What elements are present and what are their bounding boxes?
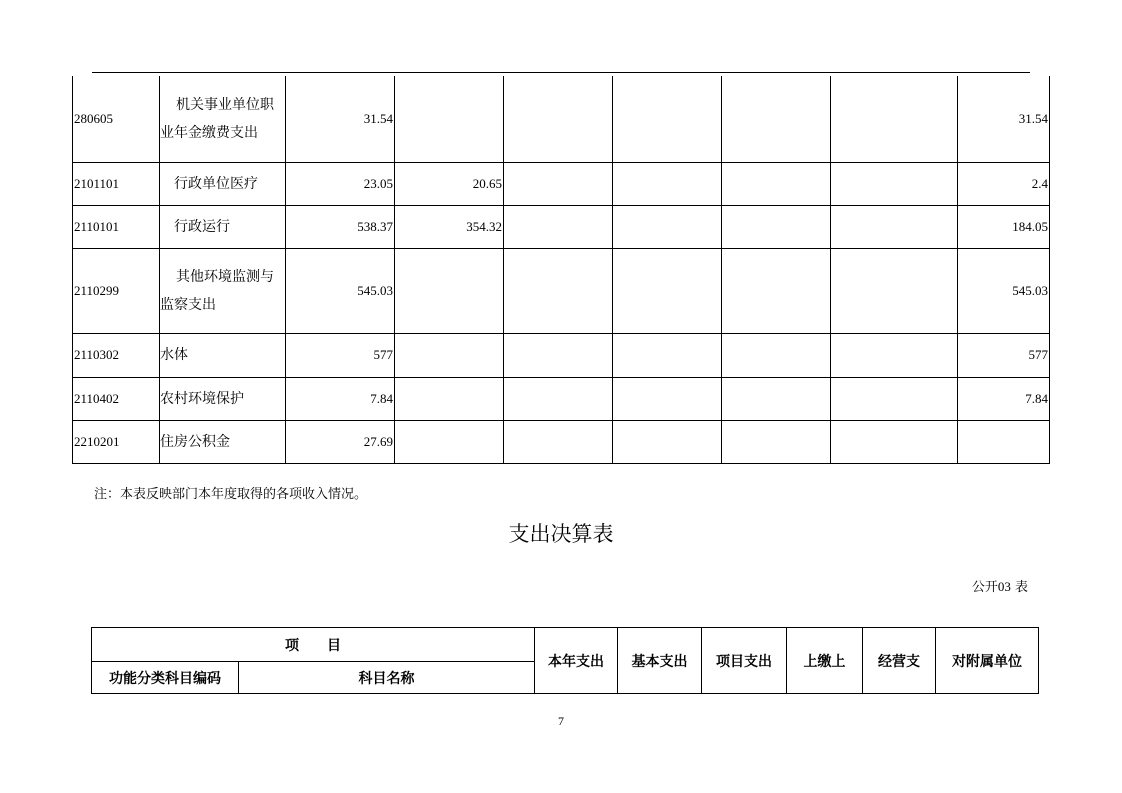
- row-cell: 7.84: [958, 377, 1050, 420]
- row-cell: [504, 420, 613, 463]
- row-cell: [958, 420, 1050, 463]
- row-name-line2: 监察支出: [160, 296, 216, 313]
- page-number: 7: [558, 714, 564, 728]
- row-code: 2110302: [73, 333, 160, 377]
- form-id-prefix: 公开: [971, 580, 998, 595]
- row-code: 2110101: [73, 205, 160, 248]
- header-name-col: 科目名称: [239, 662, 535, 694]
- row-total: 23.05: [286, 162, 395, 205]
- row-cell: [395, 420, 504, 463]
- row-cell: [831, 205, 958, 248]
- row-cell: [504, 377, 613, 420]
- expense-table-header: [91, 627, 1039, 694]
- header-col-basic: 基本支出: [618, 628, 702, 694]
- table-row: [73, 377, 1050, 420]
- header-col-project: 项目支出: [702, 628, 787, 694]
- row-name: 行政运行: [160, 205, 286, 248]
- header-item: 项 目: [92, 628, 535, 662]
- row-cell: [613, 205, 722, 248]
- row-cell: [613, 333, 722, 377]
- header-col-total: 本年支出: [535, 628, 618, 694]
- row-cell: 354.32: [395, 205, 504, 248]
- row-cell: [613, 162, 722, 205]
- form-id: [972, 576, 1028, 595]
- row-cell: [504, 333, 613, 377]
- table-row: [73, 333, 1050, 377]
- row-total: 7.84: [286, 377, 395, 420]
- row-name-line1: 其他环境监测与: [176, 268, 274, 285]
- row-cell: 20.65: [395, 162, 504, 205]
- row-name-line2: 业年金缴费支出: [160, 124, 258, 141]
- row-cell: [831, 162, 958, 205]
- row-cell: [395, 76, 504, 162]
- row-total: 27.69: [286, 420, 395, 463]
- row-cell: [395, 333, 504, 377]
- row-cell: [613, 420, 722, 463]
- row-cell: [831, 76, 958, 162]
- row-cell: [831, 420, 958, 463]
- row-cell: [395, 377, 504, 420]
- row-total: 545.03: [286, 248, 395, 333]
- row-cell: [504, 162, 613, 205]
- row-cell: [613, 248, 722, 333]
- row-cell: 31.54: [958, 76, 1050, 162]
- table-note: 注：本表反映部门本年度取得的各项收入情况。: [94, 487, 368, 502]
- row-cell: [613, 76, 722, 162]
- row-name: 农村环境保护: [160, 377, 286, 420]
- table-row: [73, 420, 1050, 463]
- row-code: 2210201: [73, 420, 160, 463]
- row-cell: [722, 333, 831, 377]
- row-name: 水体: [160, 333, 286, 377]
- row-cell: [395, 248, 504, 333]
- row-code: 2101101: [73, 162, 160, 205]
- income-table: [72, 76, 1050, 464]
- row-name: 住房公积金: [160, 420, 286, 463]
- row-cell: [831, 248, 958, 333]
- row-name: [160, 248, 286, 333]
- row-cell: [722, 248, 831, 333]
- row-cell: [722, 420, 831, 463]
- row-cell: [613, 377, 722, 420]
- row-cell: 2.4: [958, 162, 1050, 205]
- row-total: 538.37: [286, 205, 395, 248]
- row-cell: [722, 205, 831, 248]
- row-code: 2110402: [73, 377, 160, 420]
- table-row: [73, 162, 1050, 205]
- row-cell: [831, 377, 958, 420]
- row-cell: [831, 333, 958, 377]
- row-cell: [722, 162, 831, 205]
- table-row: [73, 205, 1050, 248]
- form-id-number: 03: [997, 579, 1011, 594]
- form-id-suffix: 表: [1014, 580, 1028, 595]
- row-cell: [722, 76, 831, 162]
- row-total: 577: [286, 333, 395, 377]
- row-cell: 545.03: [958, 248, 1050, 333]
- header-code-col: 功能分类科目编码: [92, 662, 239, 694]
- expense-table-title: 支出决算表: [508, 522, 614, 546]
- row-cell: 577: [958, 333, 1050, 377]
- header-col-subsidiary: 对附属单位: [936, 628, 1039, 694]
- table-row: [73, 76, 1050, 162]
- row-name-line1: 机关事业单位职: [176, 96, 274, 113]
- row-name: [160, 76, 286, 162]
- row-cell: [504, 248, 613, 333]
- row-cell: [504, 205, 613, 248]
- row-cell: [504, 76, 613, 162]
- header-col-operating: 经营支: [863, 628, 936, 694]
- row-name: 行政单位医疗: [160, 162, 286, 205]
- row-total: 31.54: [286, 76, 395, 162]
- header-col-remit: 上缴上: [787, 628, 863, 694]
- row-code: 2110299: [73, 248, 160, 333]
- table-row: [73, 248, 1050, 333]
- row-cell: [722, 377, 831, 420]
- row-code: 280605: [73, 76, 160, 162]
- row-cell: 184.05: [958, 205, 1050, 248]
- header-rule: [92, 72, 1030, 73]
